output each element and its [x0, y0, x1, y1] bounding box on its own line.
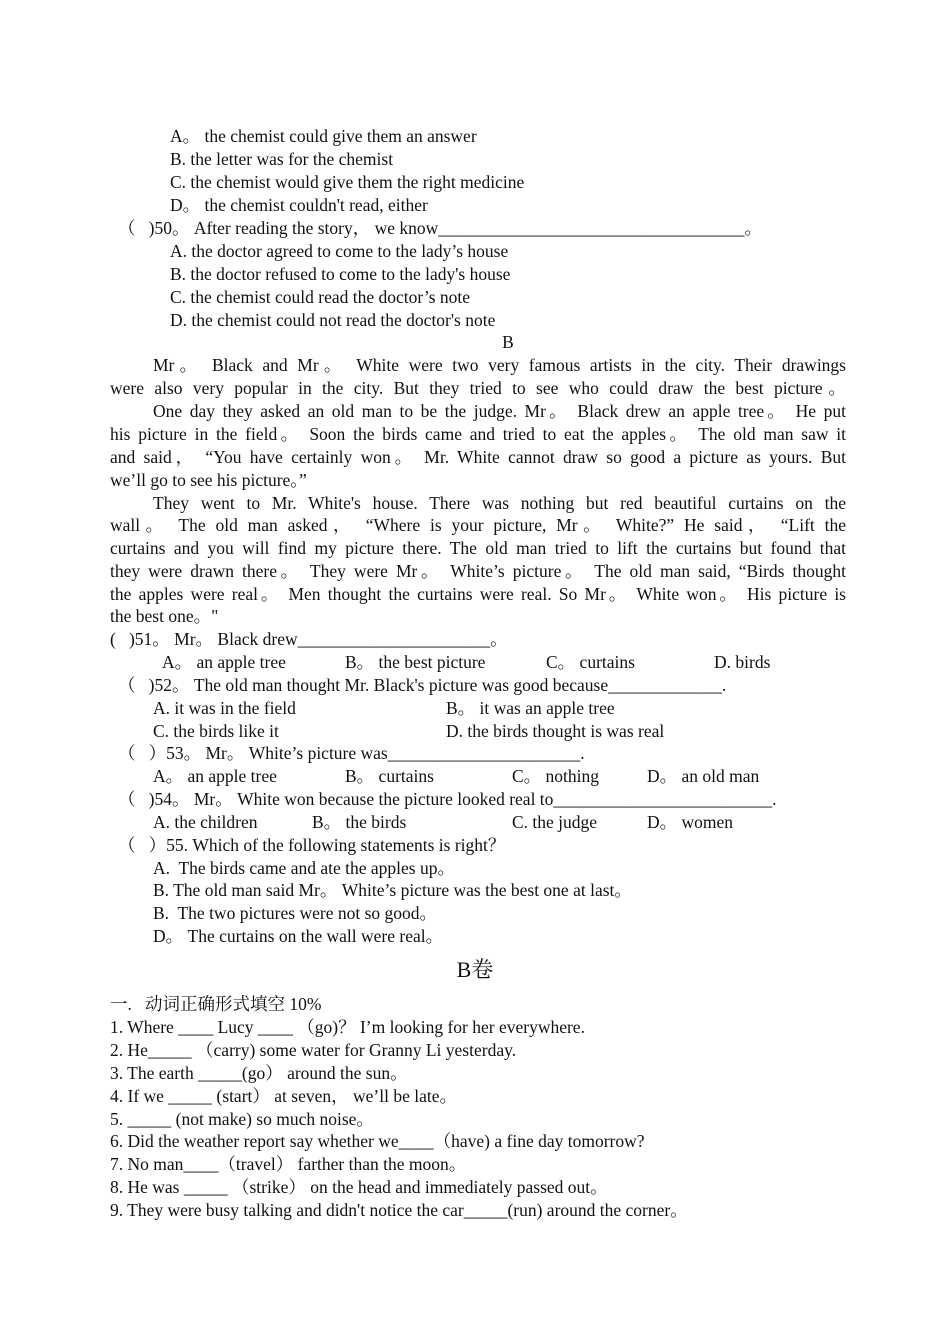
q54-option-a: A. the children: [153, 812, 258, 832]
q50-option-a: A. the doctor agreed to come to the lady’s house: [170, 241, 509, 261]
q54-stem: （ )54。 Mr。 White won because the picture looked real to_________________________.: [118, 789, 777, 809]
passage-line: the apples were real。 Men thought the curtains were real. So Mr。 White won。 His picture is: [110, 584, 846, 604]
q52-option-b: B。 it was an apple tree: [446, 698, 615, 718]
q53-option-c: C。 nothing: [512, 766, 600, 786]
passage-line: curtains and you will find my picture there. The old man tried to lift the curtains but found that: [110, 538, 846, 558]
q54-option-b: B。 the birds: [312, 812, 407, 832]
passage-line: they were drawn there。 They were Mr。 White’s picture。 The old man said, “Birds thought: [110, 561, 846, 581]
fill-item: 9. They were busy talking and didn't notice the car_____(run) around the corner。: [110, 1200, 688, 1220]
q55-option-b2: B. The two pictures were not so good。: [153, 903, 438, 923]
q52-stem: （ )52。 The old man thought Mr. Black's picture was good because_____________.: [118, 675, 727, 695]
q49-option-d: D。 the chemist couldn't read, either: [170, 195, 428, 215]
passage-line: the best one。": [110, 606, 219, 626]
q50-stem: （ )50。 After reading the story， we know___________________________________。: [118, 218, 763, 238]
section-b-title: B卷: [456, 957, 494, 982]
passage-line: his picture in the field。 Soon the birds came and tried to eat the apples。 The old man saw it: [110, 424, 846, 444]
q55-option-b: B. The old man said Mr。 White’s picture was the best one at last。: [153, 880, 632, 900]
q49-option-c: C. the chemist would give them the right medicine: [170, 172, 525, 192]
q51-option-c: C。 curtains: [546, 652, 635, 672]
passage-line: we’ll go to see his picture。”: [110, 470, 307, 490]
q51-stem: ( )51。 Mr。 Black drew______________________。: [110, 629, 508, 649]
q54-option-c: C. the judge: [512, 812, 598, 832]
passage-line: were also very popular in the city. But they tried to see who could draw the best picture。: [110, 378, 846, 398]
fill-item: 7. No man____（travel） farther than the moon。: [110, 1154, 467, 1174]
passage-line: One day they asked an old man to be the judge. Mr。 Black drew an apple tree。 He put: [153, 401, 846, 421]
q53-option-d: D。 an old man: [647, 766, 760, 786]
q52-option-d: D. the birds thought is was real: [446, 721, 665, 741]
fill-item: 1. Where ____ Lucy ____ （go)？ I’m looking for her everywhere.: [110, 1017, 585, 1037]
q54-option-d: D。 women: [647, 812, 734, 832]
passage-line: and said， “You have certainly won。 Mr. White cannot draw so good a picture as yours. But: [110, 447, 846, 467]
q52-option-c: C. the birds like it: [153, 721, 279, 741]
q53-stem: （ ）53。 Mr。 White’s picture was______________________.: [118, 743, 585, 763]
q55-option-a: A. The birds came and ate the apples up。: [153, 858, 455, 878]
q55-stem: （ ）55. Which of the following statements is right？: [118, 835, 506, 855]
fill-item: 5. _____ (not make) so much noise。: [110, 1109, 374, 1129]
fill-item: 6. Did the weather report say whether we____（have) a fine day tomorrow?: [110, 1131, 645, 1151]
fill-item: 8. He was _____ （strike） on the head and immediately passed out。: [110, 1177, 608, 1197]
part1-title: 一. 动词正确形式填空 10%: [110, 994, 322, 1014]
passage-line: Mr。 Black and Mr。 White were two very famous artists in the city. Their drawings: [153, 355, 846, 375]
fill-item: 2. He_____ （carry) some water for Granny Li yesterday.: [110, 1040, 517, 1060]
q51-option-a: A。 an apple tree: [162, 652, 286, 672]
q53-option-b: B。 curtains: [345, 766, 434, 786]
q51-option-b: B。 the best picture: [345, 652, 486, 672]
q53-option-a: A。 an apple tree: [153, 766, 277, 786]
q50-option-b: B. the doctor refused to come to the lady's house: [170, 264, 511, 284]
q50-option-d: D. the chemist could not read the doctor's note: [170, 310, 496, 330]
passage-b-label: B: [502, 332, 514, 352]
q52-option-a: A. it was in the field: [153, 698, 296, 718]
q49-option-b: B. the letter was for the chemist: [170, 149, 394, 169]
passage-line: wall。 The old man asked， “Where is your picture, Mr。 White?” He said， “Lift the: [110, 515, 846, 535]
q55-option-d: D。 The curtains on the wall were real。: [153, 926, 444, 946]
q49-option-a: A。 the chemist could give them an answer: [170, 126, 477, 146]
passage-line: They went to Mr. White's house. There was nothing but red beautiful curtains on the: [153, 493, 846, 513]
q51-option-d: D. birds: [714, 652, 771, 672]
q50-option-c: C. the chemist could read the doctor’s note: [170, 287, 471, 307]
fill-item: 4. If we _____ (start） at seven， we’ll be late。: [110, 1086, 457, 1106]
fill-item: 3. The earth _____(go） around the sun。: [110, 1063, 408, 1083]
